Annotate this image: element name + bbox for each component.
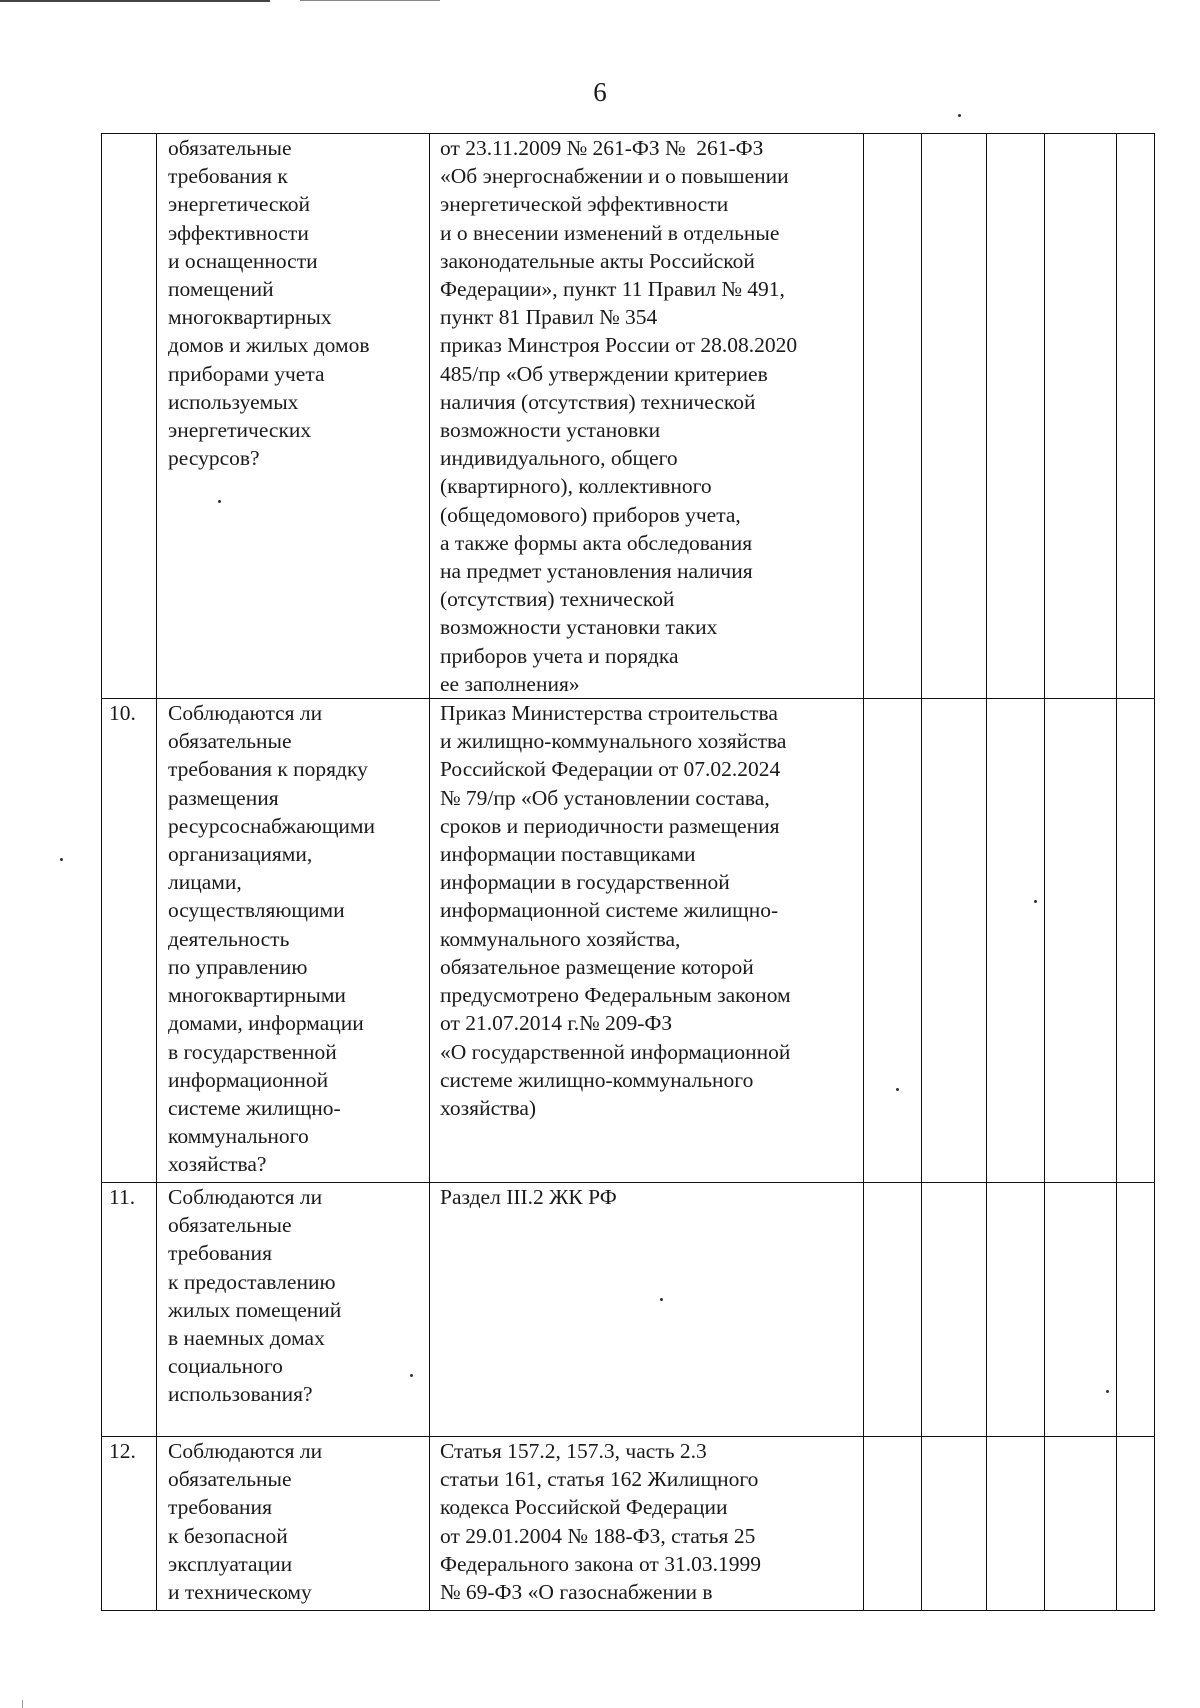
answer-cell bbox=[987, 1183, 1045, 1437]
scan-speck bbox=[218, 500, 221, 503]
answer-cell bbox=[922, 699, 987, 1183]
row-number: 12. bbox=[102, 1437, 157, 1611]
answer-cell bbox=[1045, 1183, 1117, 1437]
answer-cell bbox=[922, 1437, 987, 1611]
answer-cell bbox=[1045, 1437, 1117, 1611]
answer-cell bbox=[987, 1437, 1045, 1611]
checklist-table bbox=[101, 133, 1155, 1611]
legal-reference: от 23.11.2009 № 261-ФЗ № 261-ФЗ «Об энергоснабжении и о повышении энергетической эффективности и о внесении изменений в отдельные законодательные акты Российской Федерации», пункт 11 Правил № 491, пункт 81 Правил № 354 приказ Минстроя России от 28.08.2020 485/пр «Об утверждении критериев наличия (отсутствия) технической возможности установки индивидуального, общего (квартирного), коллективного (общедомового) приборов учета, а также формы акта обследования на предмет установления наличия (отсутствия) технической возможности установки таких приборов учета и порядка ее заполнения» bbox=[430, 134, 864, 699]
scan-edge-line bbox=[22, 1700, 23, 1708]
legal-reference: Раздел III.2 ЖК РФ bbox=[430, 1183, 864, 1437]
answer-cell bbox=[1117, 1437, 1155, 1611]
row-number: 10. bbox=[102, 699, 157, 1183]
scan-speck bbox=[660, 1298, 663, 1301]
answer-cell bbox=[1117, 1183, 1155, 1437]
scan-speck bbox=[1034, 900, 1037, 903]
table-row bbox=[102, 134, 1155, 699]
answer-cell bbox=[987, 699, 1045, 1183]
answer-cell bbox=[922, 134, 987, 699]
requirement-question: Соблюдаются ли обязательные требования к предоставлению жилых помещений в наемных домах социального использования? bbox=[157, 1183, 430, 1437]
row-number bbox=[102, 134, 157, 699]
legal-reference: Приказ Министерства строительства и жилищно-коммунального хозяйства Российской Федерации от 07.02.2024 № 79/пр «Об установлении состава, сроков и периодичности размещения информации поставщиками информации в государственной информационной системе жилищно- коммунального хозяйства, обязательное размещение которой предусмотрено Федеральным законом от 21.07.2014 г.№ 209-ФЗ «О государственной информационной системе жилищно-коммунального хозяйства) bbox=[430, 699, 864, 1183]
scan-edge-line bbox=[300, 0, 440, 1]
answer-cell bbox=[864, 1183, 922, 1437]
requirement-question: обязательные требования к энергетической эффективности и оснащенности помещений многоквартирных домов и жилых домов приборами учета используемых энергетических ресурсов? bbox=[157, 134, 430, 699]
scan-speck bbox=[958, 114, 961, 117]
row-number: 11. bbox=[102, 1183, 157, 1437]
table-row bbox=[102, 699, 1155, 1183]
scan-speck bbox=[896, 1088, 899, 1091]
requirement-question: Соблюдаются ли обязательные требования к порядку размещения ресурсоснабжающими организациями, лицами, осуществляющими деятельность по управлению многоквартирными домами, информации в государственной информационной системе жилищно- коммунального хозяйства? bbox=[157, 699, 430, 1183]
table-row bbox=[102, 1437, 1155, 1611]
answer-cell bbox=[1117, 699, 1155, 1183]
answer-cell bbox=[1117, 134, 1155, 699]
requirement-question: Соблюдаются ли обязательные требования к безопасной эксплуатации и техническому bbox=[157, 1437, 430, 1611]
answer-cell bbox=[864, 1437, 922, 1611]
answer-cell bbox=[922, 1183, 987, 1437]
answer-cell bbox=[987, 134, 1045, 699]
answer-cell bbox=[1045, 699, 1117, 1183]
scan-edge-line bbox=[0, 0, 270, 2]
page-number: 6 bbox=[593, 77, 607, 107]
answer-cell bbox=[1045, 134, 1117, 699]
answer-cell bbox=[864, 134, 922, 699]
answer-cell bbox=[864, 699, 922, 1183]
scan-speck bbox=[410, 1374, 413, 1377]
legal-reference: Статья 157.2, 157.3, часть 2.3 статьи 161, статья 162 Жилищного кодекса Российской Федерации от 29.01.2004 № 188-ФЗ, статья 25 Федерального закона от 31.03.1999 № 69-ФЗ «О газоснабжении в bbox=[430, 1437, 864, 1611]
table-row bbox=[102, 1183, 1155, 1437]
scan-speck bbox=[1106, 1390, 1109, 1393]
scan-speck bbox=[60, 858, 63, 861]
